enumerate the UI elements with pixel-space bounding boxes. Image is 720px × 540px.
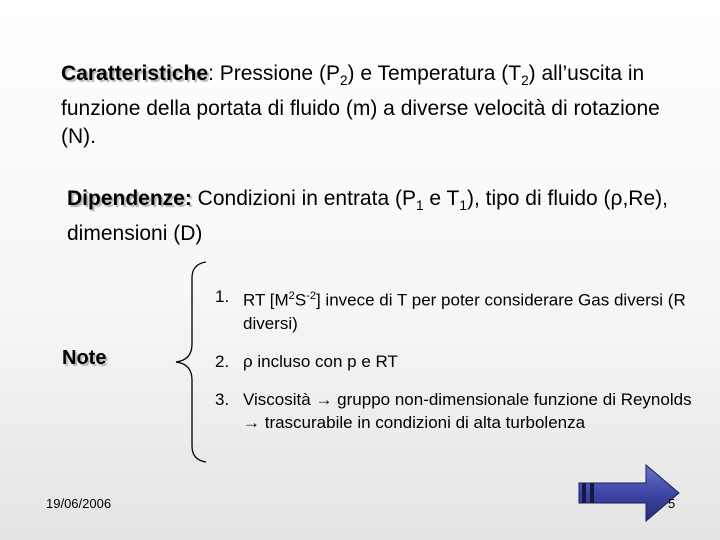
superscript: 2 xyxy=(288,290,295,302)
characteristics-paragraph xyxy=(61,60,681,151)
subscript: 2 xyxy=(339,73,348,89)
list-item xyxy=(215,388,695,434)
text-run: ) e Temperatura (T xyxy=(347,62,522,85)
list-item-text: Viscosità → gruppo non-dimensionale funzione di Reynolds → trascurabile in condizioni di alta turbolenza xyxy=(243,389,692,432)
list-item xyxy=(215,285,695,335)
list-number: 1. xyxy=(215,287,230,306)
dependencies-heading: Dipendenze: xyxy=(67,187,192,210)
dependencies-paragraph xyxy=(67,185,687,248)
list-item-text: ρ incluso con p e RT xyxy=(243,351,398,371)
text-run: ), tipo di fluido (ρ,Re), dimensioni (D) xyxy=(67,187,668,246)
text-run: ) all’uscita in funzione della portata di fluido (m) a diverse velocità di rotazione (N). xyxy=(61,62,660,149)
text-run: e T xyxy=(423,187,460,210)
list-number: 2. xyxy=(215,351,230,371)
list-item-text xyxy=(243,285,695,335)
text-run: RT [M xyxy=(243,290,289,310)
list-item xyxy=(215,350,695,373)
text-run: : Pressione (P xyxy=(208,62,340,85)
subscript: 2 xyxy=(521,73,529,89)
notes-list xyxy=(215,285,695,449)
subscript: 1 xyxy=(459,198,467,214)
list-number: 3. xyxy=(215,389,230,409)
text-run: S xyxy=(294,290,307,310)
next-slide-arrow-icon[interactable] xyxy=(578,463,682,523)
subscript: 1 xyxy=(415,198,424,214)
characteristics-heading: Caratteristiche xyxy=(61,62,209,85)
notes-label: Note xyxy=(62,347,107,369)
page-number: 5 xyxy=(668,496,676,511)
text-run: Condizioni in entrata (P xyxy=(191,187,416,210)
superscript: -2 xyxy=(306,290,316,302)
footer-date: 19/06/2006 xyxy=(46,496,112,511)
curly-brace xyxy=(170,260,210,465)
text-run: ] invece di T per poter considerare Gas diversi (R diversi) xyxy=(243,290,686,333)
